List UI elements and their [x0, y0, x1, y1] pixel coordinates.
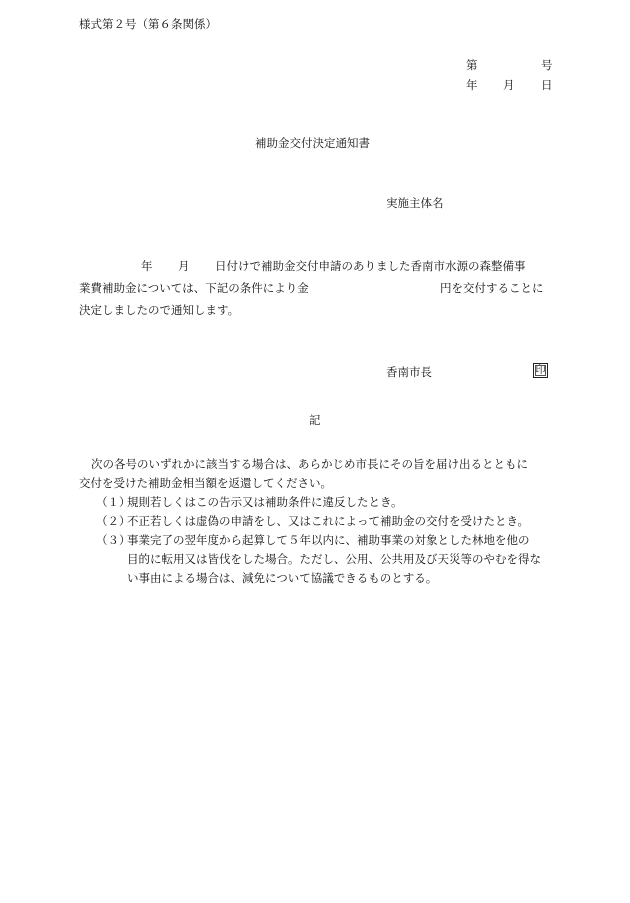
- condition-number: （２）: [96, 514, 131, 528]
- condition-text: 事業完了の翌年度から起算して５年以内に、補助事業の対象とした林地を他の: [127, 533, 530, 547]
- condition-number: （１）: [96, 495, 131, 509]
- condition-text: 目的に転用又は皆伐をした場合。ただし、公用、公共用及び天災等のやむを得な: [127, 552, 541, 566]
- body-line1-text: 日付けで補助金交付申請のありました香南市水源の森整備事: [215, 259, 526, 273]
- mayor-label: 香南市長: [386, 365, 432, 379]
- condition-item-1: [79, 493, 579, 512]
- body-line3-text: 決定しましたので通知します。: [79, 303, 240, 317]
- notice-body: [79, 255, 555, 321]
- condition-item-3: [79, 531, 579, 550]
- conditions-intro-line-1: 次の各号のいずれかに該当する場合は、あらかじめ市長にその旨を届け出るとともに: [91, 457, 528, 471]
- document-title: 補助金交付決定通知書: [255, 136, 370, 150]
- implementer-name-label: 実施主体名: [386, 196, 444, 210]
- body-line2-text-a: 業費補助金については、下記の条件により金: [79, 281, 309, 295]
- document-number-prefix: 第: [466, 58, 478, 72]
- condition-number: （３）: [96, 533, 131, 547]
- conditions-intro-line-2: 交付を受けた補助金相当額を返還してください。: [79, 476, 332, 490]
- date-month-label: 月: [503, 78, 515, 92]
- ki-heading: 記: [309, 413, 321, 427]
- body-line2-text-b: 円を交付することに: [440, 281, 544, 295]
- conditions-section: [79, 455, 579, 588]
- body-line-1: [79, 255, 555, 277]
- body-line-2: [79, 277, 555, 299]
- date-day-label: 日: [541, 78, 553, 92]
- body-month: 月: [178, 259, 190, 273]
- condition-text: い事由による場合は、減免について協議できるものとする。: [127, 571, 438, 585]
- condition-text: 不正若しくは虚偽の申請をし、又はこれによって補助金の交付を受けたとき。: [127, 514, 530, 528]
- condition-item-2: [79, 512, 579, 531]
- document-number-suffix: 号: [541, 58, 553, 72]
- form-number-label: 様式第２号（第６条関係）: [79, 17, 217, 31]
- condition-item-3-continued: [79, 550, 579, 569]
- date-year-label: 年: [466, 78, 478, 92]
- body-year: 年: [141, 259, 153, 273]
- body-line-3: [79, 299, 555, 321]
- condition-text: 規則若しくはこの告示又は補助条件に違反したとき。: [127, 495, 403, 509]
- condition-item-3-continued: [79, 569, 579, 588]
- seal-stamp-icon: 印: [533, 363, 548, 378]
